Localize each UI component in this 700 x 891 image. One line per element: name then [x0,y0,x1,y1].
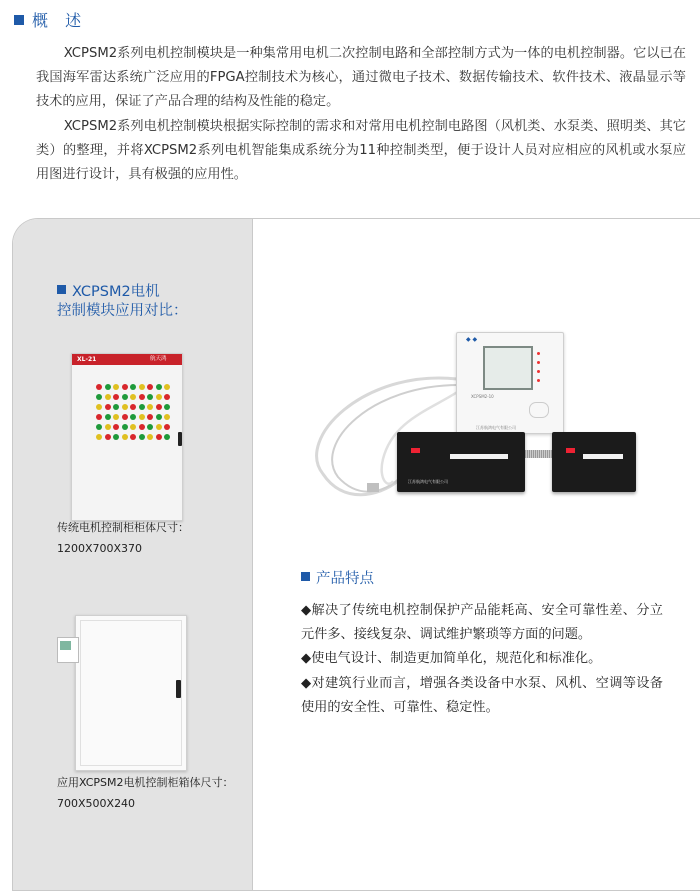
navigation-keypad-icon [529,402,549,418]
applied-caption-line2: 700X500X240 [57,797,136,810]
status-led-icon [537,352,540,355]
overview-paragraph-1: XCPSM2系列电机控制模块是一种集常用电机二次控制电路和全部控制方式为一体的电机控制器。它以已在我国海军雷达系统广泛应用的FPGA控制技术为核心，通过微电子技术、数据传输技术、软件技术、液晶显示等技术的应用，保证了产品合理的结构及性能的稳定。 [36,46,686,110]
module-label-strip [583,454,623,459]
feature-item: ◆对建筑行业而言，增强各类设备中水泵、风机、空调等设备使用的安全性、可靠性、稳定性。 [301,675,663,715]
module-maker-label: 江苏航鸿电气有限公司 [408,479,448,484]
comparison-title-line1: XCPSM2电机 [72,284,160,300]
status-led-icon [537,361,540,364]
features-list [301,599,663,720]
monitor-model-label: XCPSM2-10 [471,394,494,399]
comparison-panel [12,218,700,891]
features-square-icon [301,572,310,581]
module-logo-icon [566,448,575,453]
features-title [301,567,374,588]
comparison-title-line2: 控制模块应用对比： [57,303,188,319]
cabinet-name-label: XL-21 [77,356,97,363]
traditional-caption-line2: 1200X700X370 [57,542,143,555]
applied-caption-line1: 应用XCPSM2电机控制柜箱体尺寸： [57,776,234,789]
ribbon-cable [525,450,552,458]
monitor-maker-label: 江苏航鸿电气有限公司 [476,425,516,430]
brand-logo-icon: ◆ ◆ [466,336,478,343]
status-led-icon [537,370,540,373]
traditional-caption-line1: 传统电机控制柜柜体尺寸： [57,521,189,534]
overview-text [36,42,686,187]
feature-item: ◆解决了传统电机控制保护产品能耗高、安全可靠性差、分立元件多、接线复杂、调试维护繁琐等方面的问题。 [301,603,663,643]
module-label-strip [450,454,508,459]
control-module-extension-image [552,432,636,492]
overview-heading [14,8,87,31]
feature-item: ◆使电气设计、制造更加简单化，规范化和标准化。 [301,651,602,667]
lcd-screen [483,346,533,390]
status-led-icon [537,379,540,382]
overview-paragraph-2: XCPSM2系列电机控制模块根据实际控制的需求和对常用电机控制电路图（风机类、水泵类、照明类、其它类）的整理，并将XCPSM2系列电机智能集成系统分为11种控制类型，便于设计人员对应相应的风机或水泵应用图进行设计，具有极强的应用性。 [36,118,686,183]
module-logo-icon [411,448,420,453]
features-title-text: 产品特点 [316,571,374,587]
overview-title: 概 述 [32,11,88,30]
heading-square-icon [14,15,24,25]
cabinet-maker-label: 航天鸿 [150,356,167,362]
connection-cables [13,219,700,890]
